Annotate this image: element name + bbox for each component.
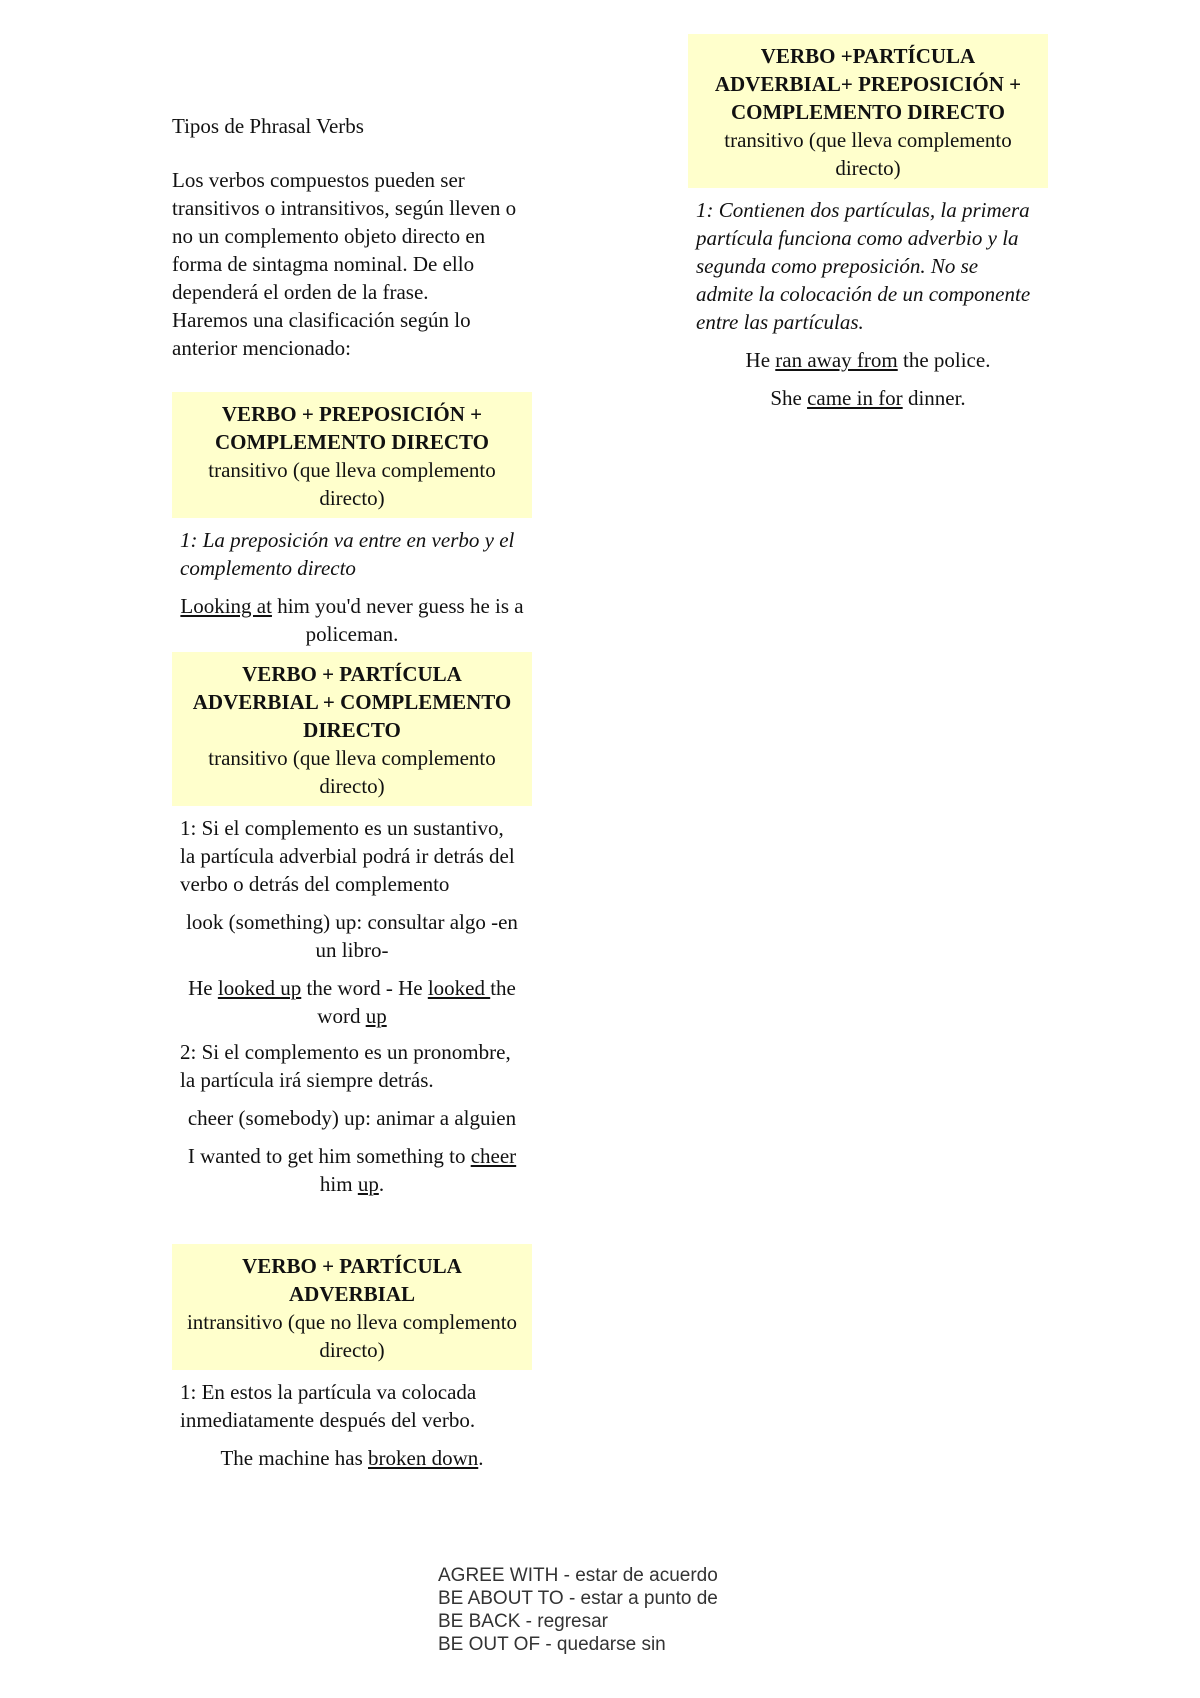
section-subheading-1: transitivo (que lleva complemento directo) — [208, 458, 496, 510]
list-item: BE BACK - regresar — [438, 1611, 608, 1632]
rule-note-4: 1: Contienen dos partículas, la primera partícula funciona como adverbio y la segunda como preposición. No se admite la colocación de un componente entre las partículas. — [696, 198, 1031, 334]
section-subheading-2: transitivo (que lleva complemento directo) — [208, 746, 496, 798]
rule-note-2b: 2: Si el complemento es un pronombre, la partícula irá siempre detrás. — [180, 1040, 511, 1092]
definition-2a: look (something) up: consultar algo -en un libro- — [186, 910, 518, 962]
definition-2b: cheer (somebody) up: animar a alguien — [187, 1106, 517, 1130]
example-underline: Looking at — [180, 594, 272, 618]
page-title: Tipos de Phrasal Verbs — [172, 114, 364, 138]
right-column — [688, 34, 1048, 412]
list-item: AGREE WITH - estar de acuerdo — [438, 1565, 718, 1586]
example-underline: up — [357, 1172, 379, 1196]
example-3 — [172, 1444, 532, 1472]
rule-note-3: 1: En estos la partícula va colocada inmediatamente después del verbo. — [180, 1380, 477, 1432]
phrasal-verb-list — [438, 1564, 718, 1656]
section-heading-4: VERBO +PARTÍCULA ADVERBIAL+ PREPOSICIÓN + COMPLEMENTO DIRECTO — [714, 44, 1022, 124]
example-4a — [688, 346, 1048, 374]
section-box-2 — [172, 652, 532, 806]
section-box-3 — [172, 1244, 532, 1370]
section-subheading-4: transitivo (que lleva complemento directo) — [724, 128, 1012, 180]
left-column — [172, 112, 532, 1472]
example-text: . — [478, 1446, 484, 1470]
example-underline: looked — [427, 976, 491, 1000]
example-text: . — [378, 1172, 385, 1196]
intro-text-2: Haremos una clasificación según lo anterior mencionado: — [172, 308, 471, 360]
example-text: the word - He — [301, 976, 428, 1000]
example-text: She — [770, 386, 808, 410]
intro-text: Los verbos compuestos pueden ser transitivos o intransitivos, según lleven o no un complemento objeto directo en forma de sintagma nominal. De ello dependerá el orden de la frase. — [172, 168, 517, 304]
list-item: BE ABOUT TO - estar a punto de — [438, 1588, 718, 1609]
example-text: The machine has — [220, 1446, 369, 1470]
example-4b — [688, 384, 1048, 412]
example-text: I wanted to get him something to — [187, 1144, 471, 1168]
rule-note-2a: 1: Si el complemento es un sustantivo, la partícula adverbial podrá ir detrás del verbo o detrás del complemento — [180, 816, 515, 896]
example-underline: cheer — [470, 1144, 517, 1168]
list-item: BE OUT OF - quedarse sin — [438, 1634, 666, 1655]
example-underline: ran away from — [775, 348, 898, 372]
example-text: dinner. — [902, 386, 966, 410]
example-text: He — [745, 348, 776, 372]
intro-paragraph — [172, 166, 532, 362]
example-2a — [172, 974, 532, 1030]
rule-note-1: 1: La preposición va entre en verbo y el complemento directo — [180, 528, 515, 580]
example-underline: looked up — [217, 976, 302, 1000]
example-text: the word — [317, 976, 516, 1028]
example-underline: up — [365, 1004, 387, 1028]
example-2b — [172, 1142, 532, 1198]
section-box-1 — [172, 392, 532, 518]
example-text: him — [319, 1172, 358, 1196]
section-subheading-3: intransitivo (que no lleva complemento directo) — [186, 1310, 518, 1362]
example-text: him you'd never guess he is a policeman. — [271, 594, 524, 646]
section-box-4 — [688, 34, 1048, 188]
example-1 — [172, 592, 532, 648]
example-underline: came in for — [807, 386, 903, 410]
example-text: the police. — [897, 348, 991, 372]
example-text: He — [188, 976, 218, 1000]
section-heading-2: VERBO + PARTÍCULA ADVERBIAL + COMPLEMENTO DIRECTO — [192, 662, 512, 742]
section-heading-3: VERBO + PARTÍCULA ADVERBIAL — [242, 1254, 462, 1306]
section-heading-1: VERBO + PREPOSICIÓN + COMPLEMENTO DIRECTO — [214, 402, 489, 454]
example-underline: broken down — [368, 1446, 479, 1470]
